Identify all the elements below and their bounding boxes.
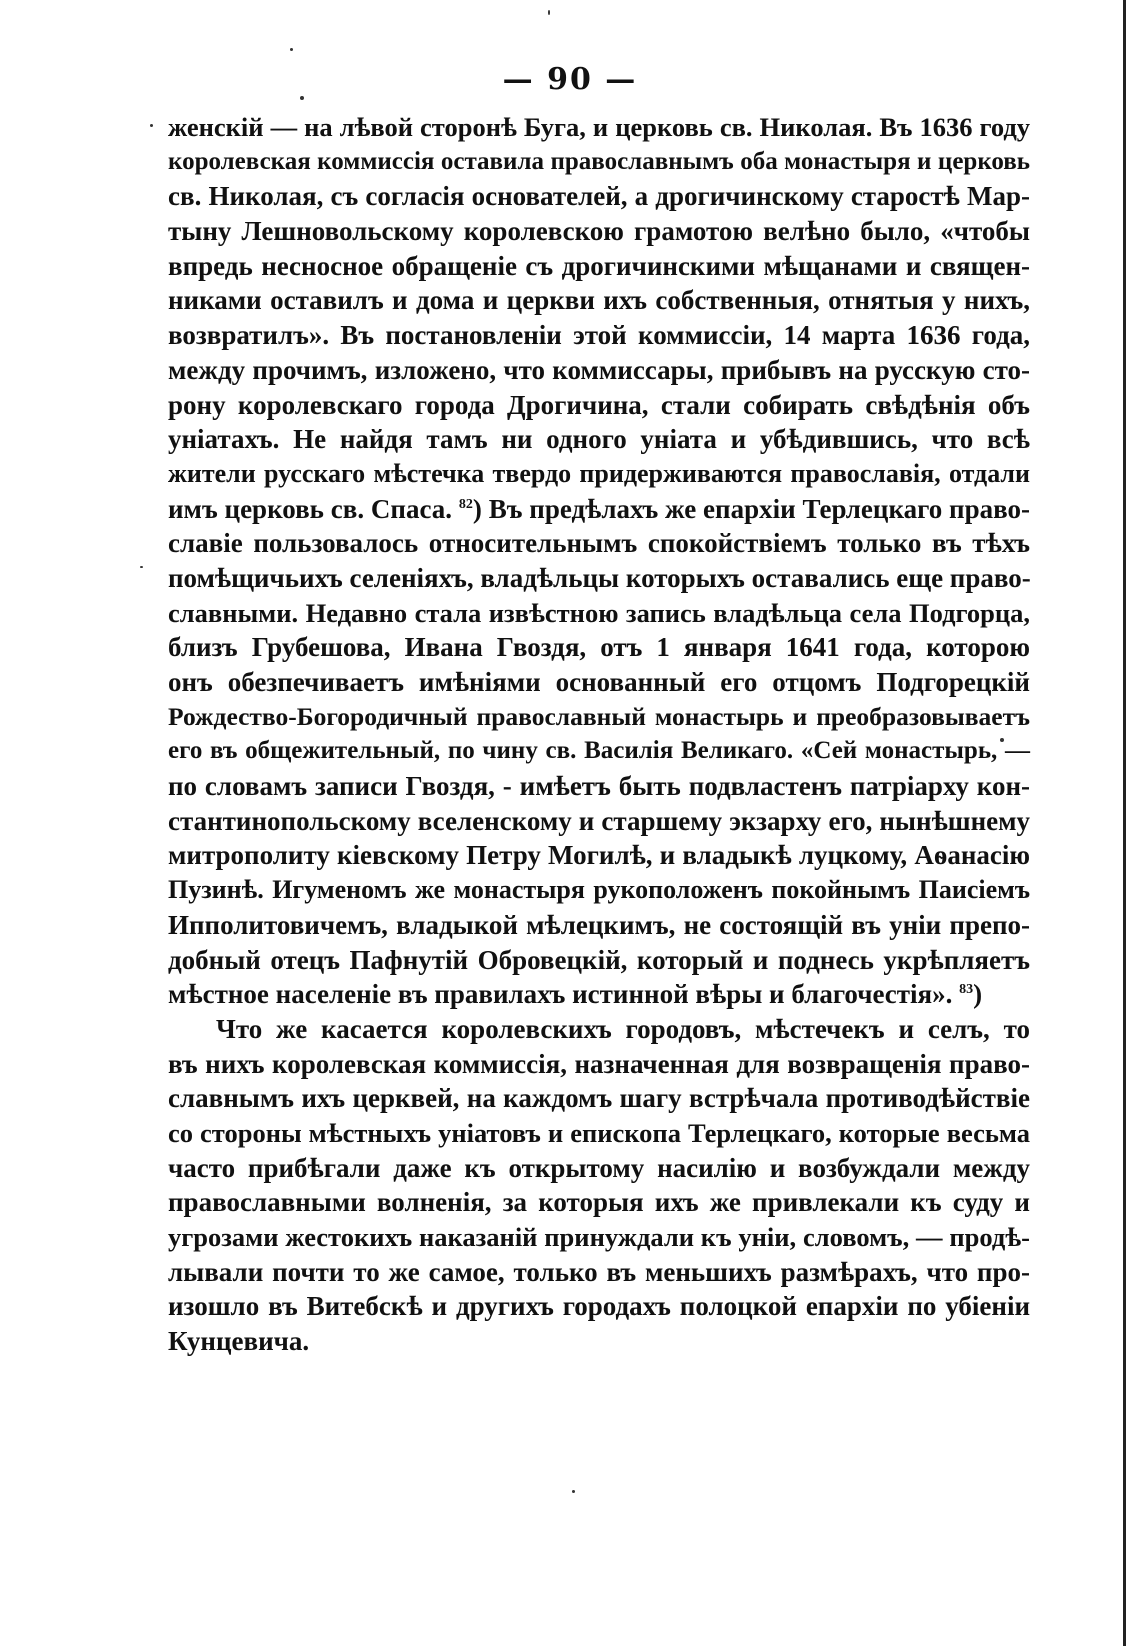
text-line: женскій — на лѣвой сторонѣ Буга, и церковь св. Николая. Въ 1636 году — [168, 112, 1030, 142]
text-line: стантинопольскому вселенскому и старшему экзарху его, нынѣшнему — [168, 805, 1030, 836]
text-line: славными. Недавно стала извѣстною запись владѣльца села Подгорца, — [168, 597, 1030, 628]
text-line: рону королевскаго города Дрогичина, стали собирать свѣдѣнія объ — [168, 389, 1030, 420]
scan-speck — [150, 124, 153, 127]
text-line: Ипполитовичемъ, владыкой мѣлецкимъ, не состоящій въ уніи препо- — [168, 909, 1030, 940]
text-line: помѣщичьихъ селеніяхъ, владѣльцы которыхъ оставались еще право- — [168, 562, 1031, 593]
text-line: жители русскаго мѣстечка твердо придерживаются православія, отдали — [168, 458, 1030, 488]
scan-speck — [140, 566, 143, 568]
text-line-with-footnote-82 — [168, 492, 1030, 527]
text-line: уніатахъ. Не найдя тамъ ни одного уніата и убѣдившись, что всѣ — [168, 424, 1030, 455]
page-edge-shadow — [1123, 0, 1126, 1646]
text-line: его въ общежительный, по чину св. Василія Великаго. «Сей монастырь, — — [168, 737, 1030, 765]
text-line: со стороны мѣстныхъ уніатовъ и епископа Терлецкаго, которые весьма — [168, 1117, 1030, 1148]
scan-speck — [572, 1490, 575, 1493]
text-line: православными волненія, за которыя ихъ же привлекали къ суду и — [168, 1187, 1030, 1218]
body-text — [168, 110, 1030, 1359]
text-line: Пузинѣ. Игуменомъ же монастыря рукоположенъ покойнымъ Паисіемъ — [168, 875, 1030, 905]
text-fragment: имъ церковь св. Спаса. — [168, 493, 453, 524]
text-line: Что же касается королевскихъ городовъ, мѣстечекъ и селъ, то — [216, 1013, 1030, 1044]
text-line: тыну Лешновольскому королевскою грамотою велѣно было, «чтобы — [168, 216, 1030, 247]
text-line: въ нихъ королевская коммиссія, назначенная для возвращенія право- — [168, 1048, 1030, 1079]
text-line: лывали почти то же самое, только въ меньшихъ размѣрахъ, что про- — [168, 1256, 1030, 1287]
text-line: онъ обезпечиваетъ имѣніями основанный его отцомъ Подгорецкій — [168, 667, 1030, 697]
text-line: славіе пользовалось относительнымъ спокойствіемъ только въ тѣхъ — [168, 528, 1030, 559]
text-line: никами оставилъ и дома и церкви ихъ собственныя, отнятыя у нихъ, — [168, 285, 1030, 316]
scan-speck — [548, 10, 550, 15]
footnote-ref-82: 82 — [458, 496, 473, 512]
text-fragment: ) — [973, 979, 983, 1010]
text-line: возвратилъ». Въ постановленіи этой коммиссіи, 14 марта 1636 года, — [168, 320, 1030, 351]
scan-speck — [290, 48, 293, 51]
text-line: Рождество-Богородичный православный монастырь и преобразовываетъ — [168, 701, 1030, 731]
text-line: близъ Грубешова, Ивана Гвоздя, отъ 1 января 1641 года, которою — [168, 632, 1030, 663]
page-number: — 90 — — [502, 62, 638, 97]
text-line: королевская коммиссія оставила православнымъ оба монастыря и церковь — [168, 147, 1030, 175]
text-line: впредь несносное обращеніе съ дрогичинскими мѣщанами и священ- — [168, 250, 1030, 281]
text-line: между прочимъ, изложено, что коммиссары, прибывъ на русскую сто- — [168, 354, 1030, 385]
text-line: славнымъ ихъ церквей, на каждомъ шагу встрѣчала противодѣйствіе — [168, 1083, 1030, 1114]
text-fragment: мѣстное населеніе въ правилахъ истинной вѣры и благочестія». — [168, 979, 953, 1010]
text-line: изошло въ Витебскѣ и другихъ городахъ полоцкой епархіи по убіеніи — [168, 1291, 1030, 1322]
text-line: добный отецъ Пафнутій Обровецкій, который и поднесь укрѣпляетъ — [168, 944, 1030, 975]
text-line: Кунцевича. — [168, 1326, 310, 1357]
footnote-ref-83: 83 — [959, 982, 974, 998]
text-fragment: ) Въ предѣлахъ же епархіи Терлецкаго право- — [472, 493, 1030, 524]
text-line-with-footnote-83 — [168, 977, 1030, 1012]
text-line: митрополиту кіевскому Петру Могилѣ, и владыкѣ луцкому, Аѳанасію — [168, 840, 1030, 871]
text-line: по словамъ записи Гвоздя, - имѣетъ быть подвластенъ патріарху кон- — [168, 771, 1030, 802]
text-line: св. Николая, съ согласія основателей, а дрогичинскому старостѣ Мар- — [168, 181, 1030, 212]
text-line: угрозами жестокихъ наказаній принуждали къ уніи, словомъ, — продѣ- — [168, 1222, 1030, 1252]
text-line: часто прибѣгали даже къ открытому насилію и возбуждали между — [168, 1152, 1030, 1183]
